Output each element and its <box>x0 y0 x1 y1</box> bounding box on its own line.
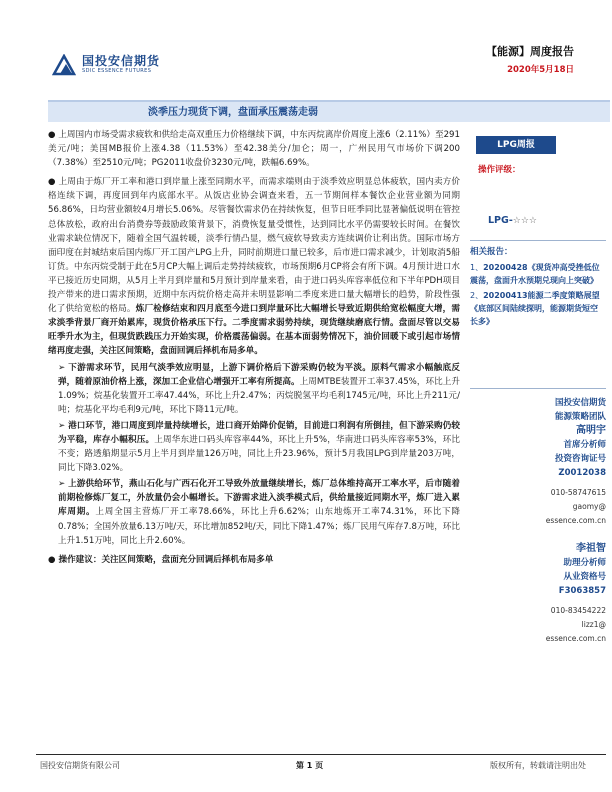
analyst-email-user[interactable]: gaomy@ <box>572 502 606 511</box>
analyst-phone: 010-83454222 <box>550 606 606 615</box>
port-section <box>58 419 460 475</box>
downstream-section <box>58 361 460 417</box>
summary-paragraph <box>48 128 460 170</box>
related-report-link[interactable] <box>470 261 600 287</box>
related-num: 1、 <box>470 263 484 272</box>
port-highlight: 港口环节，港口周度到岸量持续增长，进口商开始降价促销，目前进口利润有所倒挂，但下游采购仍较为平稳，库存小幅积压。 <box>58 420 460 445</box>
upstream-section <box>58 477 460 547</box>
logo-text-cn: 国投安信期货 <box>82 54 161 68</box>
analysis-conclusion: 炼厂检修结束和四月底至今进口到岸量环比大幅增长导致近期供给宽松幅度大增，需求淡季背景厂商开始累库，现货价格承压下行。二季度需求弱势持续，现货继续磨底行情。盘面尽管以交易旺季升水为主，但现货跌践压力开始实现，价格震荡偏弱。在基本面弱势情况下，油价回暖下或引起市场情绪再度走强，关注区间策略，盘面回调后择机布局多单。 <box>48 304 460 357</box>
related-text: 20200413能源二季度策略展望《底部区间陆续探明，能源期货短空长多》 <box>470 291 600 326</box>
team-org: 国投安信期货 <box>554 398 606 408</box>
related-text: 20200428《现货冲高受挫低位震荡，盘面升水预期兑现向上突破》 <box>470 263 600 285</box>
analyst-phone: 010-58747615 <box>550 488 606 497</box>
related-num: 2、 <box>470 291 484 300</box>
sidebar-divider <box>470 240 606 241</box>
analyst-cert-label: 投资咨询证号 <box>554 454 606 464</box>
related-report-link[interactable] <box>470 289 600 328</box>
analyst-email-user[interactable]: lizz1@ <box>581 620 606 629</box>
main-content <box>48 128 460 567</box>
rating-value <box>488 214 537 229</box>
footer-divider <box>36 754 606 755</box>
upstream-detail: 上周全国主营炼厂开工率78.66%，环比上升6.62%；山东地炼开工率74.31%，环比下降0.78%；全国外放量6.13万吨/天，环比增加852吨/天，同比下降1.47%；炼厂民用气库存7.8万吨，环比上升1.51万吨，同比上升2.60%。 <box>58 507 460 546</box>
footer-copyright: 版权所有，转载请注明出处 <box>490 761 586 770</box>
analyst-email-domain[interactable]: essence.com.cn <box>545 634 606 643</box>
upstream-highlight: 上游供给环节，燕山石化与广西石化开工导致外放量继续增长，炼厂总体维持高开工率水平，后市随着前期检修炼厂复工，外放量仍会小幅增长。下游需求进入淡季模式后，供给量接近同期水平，炼厂进入累库周期。 <box>58 479 460 518</box>
team-name: 能源策略团队 <box>554 412 606 422</box>
operation-advice: ● 操作建议：关注区间策略，盘面充分回调后择机布局多单 <box>48 554 274 565</box>
analyst-team <box>470 396 606 646</box>
rating-product: LPG- <box>488 215 513 226</box>
footer-company: 国投安信期货有限公司 <box>40 761 120 770</box>
analyst-role: 首席分析师 <box>563 440 606 450</box>
company-logo <box>52 50 172 80</box>
report-type: 【能源】周度报告 <box>486 45 574 58</box>
port-text: ➢ 港口环节，港口周度到岸量持续增长，进口商开始降价促销，目前进口利润有所倒挂，但下游采购仍较为平稳，库存小幅积压。上周华东进口码头库容率44%，环比上升5%，华南进口码头库容率53%，环比不变；路透船期显示5月上半月到岸量126万吨，同比上升23.96%，预计5月我国LPG到岸量203万吨，同比下降3.02%。 <box>58 420 460 474</box>
rating-stars: ☆☆☆ <box>512 216 537 226</box>
upstream-text: ➢ 上游供给环节，燕山石化与广西石化开工导致外放量继续增长，炼厂总体维持高开工率水平，后市随着前期检修炼厂复工，外放量仍会小幅增长。下游需求进入淡季模式后，供给量接近同期水平，炼厂进入累库周期。上周全国主营炼厂开工率78.66%，环比上升6.62%；山东地炼开工率74.31%，环比下降0.78%；全国外放量6.13万吨/天，环比增加852吨/天，同比下降1.47%；炼厂民用气库存7.8万吨，环比上升1.51万吨，同比上升2.60%。 <box>58 479 460 546</box>
analyst-cert-label: 从业资格号 <box>563 572 606 582</box>
report-date: 2020年5月18日 <box>507 65 574 75</box>
analyst-name: 李祖智 <box>576 543 606 554</box>
analyst-cert-no: Z0012038 <box>558 468 606 478</box>
downstream-highlight: 下游需求环节，民用气淡季效应明显，上游下调价格后下游采购仍较为平淡。原料气需求小幅触底反弹，随着原油价格上涨，深加工企业信心增强开工率有所提高。 <box>58 362 460 387</box>
related-reports <box>470 246 600 328</box>
analysis-normal: ● 上周由于炼厂开工率和港口到岸量上涨至同期水平，而需求端则由于淡季效应明显总体疲软，国内卖方价格连续下调，再度回到年内底部水平。从饭店业协会调查来看，五一节期间样本餐饮企业营业额为同期56.86%，日均营业额较4月增长5.06%。尽管餐饮需求仍在持续恢复，但节日旺季同比显著偏低说明在管控总体放松，政府出台消费券等鼓励政策背景下，消费恢复量受惯性，达到同比水平仍需要较长时间。在餐饮业需求缺位情况下，随着全国气温转暖，淡季行情凸显，燃气疲软导致卖方连续调价让利出货。国际市场方面印度在封城结束后国内炼厂开工国产LPG上升，同时前期进口量已较多，后市进口需求减少，计划取消5船订货。中东丙烷受制于此在5月CP大幅上调后走势持续疲软，市场预期6月CP将会有所下调。4月预计进口水平已接近历史同期，从5月上半月到岸量和5月预计到岸量来看，由于进口码头库容率低位和下半年PDH项目投产带来的进口需求预期，近期中东丙烷价格走高并未明显影响二季度来进口量大幅增长的趋势，阶段性强化了供给宽松的格局。 <box>48 177 460 315</box>
sidebar-divider <box>470 388 606 389</box>
analyst-role: 助理分析师 <box>563 558 606 568</box>
port-detail: 上周华东进口码头库容率44%，环比上升5%，华南进口码头库容率53%，环比不变；路透船期显示5月上半月到岸量126万吨，同比上升23.96%，预计5月我国LPG到岸量203万吨，同比下降3.02%。 <box>58 434 460 474</box>
summary-text: ● 上周国内市场受需求疲软和供给走高双重压力价格继续下调，中东丙烷离岸价周度上涨6（2.11%）至291美元/吨；美国MB报价上涨4.38（11.53%）至42.38美分/加仑；周一，广州民用气市场价下调200（7.38%）至2510元/吨；PG2011收盘价3230元/吨，跌幅6.69%。 <box>48 130 460 169</box>
analysis-paragraph <box>48 175 460 358</box>
title-band <box>48 100 610 122</box>
analysis-text <box>48 175 460 358</box>
report-title: 淡季压力现货下调，盘面承压震荡走弱 <box>148 107 318 118</box>
logo-text-en: SDIC ESSENCE FUTURES <box>82 68 152 74</box>
related-title: 相关报告： <box>470 247 513 257</box>
analyst-email-domain[interactable]: essence.com.cn <box>545 516 606 525</box>
downstream-text: ➢ 下游需求环节，民用气淡季效应明显，上游下调价格后下游采购仍较为平淡。原料气需求小幅触底反弹，随着原油价格上涨，深加工企业信心增强开工率有所提高。上周MTBE装置开工率37.45%，环比上升1.09%；烷基化装置开工率47.44%，环比上升2.47%；丙烷脱氢平均毛利1745元/吨，环比上升211元/吨；烷基化平均毛利9元/吨，环比下降11元/吨。 <box>58 362 460 415</box>
analyst-cert-no: F3063857 <box>558 586 606 596</box>
lpg-weekly-tag: LPG周报 <box>476 136 556 154</box>
downstream-detail: 上周MTBE装置开工率37.45%，环比上升1.09%；烷基化装置开工率47.44%，环比上升2.47%；丙烷脱氢平均毛利1745元/吨，环比上升211元/吨；烷基化平均毛利9元/吨，环比下降11元/吨。 <box>58 376 460 415</box>
logo-mark-icon <box>52 54 76 76</box>
rating-label: 操作评级： <box>478 165 521 175</box>
page-number: 第 1 页 <box>296 761 324 770</box>
analyst-name: 高明宇 <box>576 425 606 436</box>
